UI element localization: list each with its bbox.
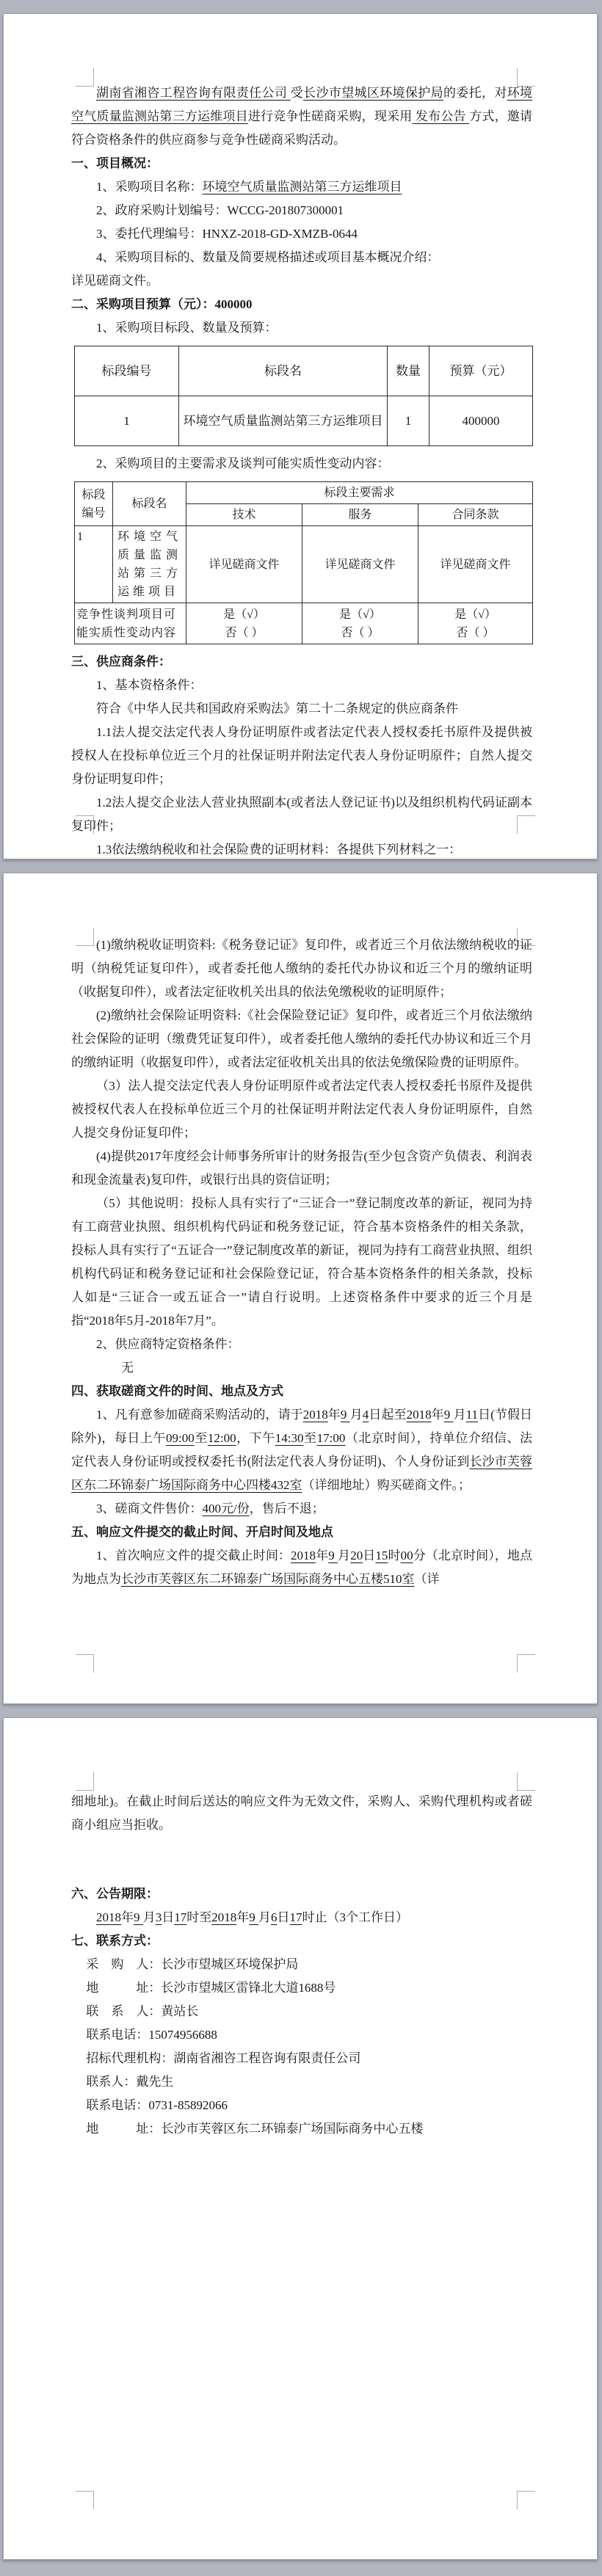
document-page-1 (3, 13, 598, 859)
section-heading: 五、响应文件提交的截止时间、开启时间及地点 (71, 1525, 333, 1539)
paragraph: 2、供应商特定资格条件： (96, 1337, 240, 1351)
paragraph: 4、采购项目标的、数量及简要规格描述或项目基本概况介绍： (96, 250, 440, 264)
section-heading: 四、获取磋商文件的时间、地点及方式 (71, 1384, 283, 1398)
table-cell: 1 (75, 526, 113, 603)
underlined-text: 17 (289, 1910, 302, 1924)
underlined-text: 400元/份 (202, 1502, 250, 1516)
underlined-text: 14:30 (275, 1431, 304, 1445)
underlined-text: 环境空气质量监测站第三方运维项目 (71, 86, 533, 123)
text-boundary-mark (517, 1772, 535, 1791)
paragraph: 湖南省湘咨工程咨询有限责任公司 受长沙市望城区环境保护局的委托，对环境空气质量监测站第三方运维项目进行竞争性磋商采购，现采用 发布公告 方式，邀请符合资格条件的供应商参与竞争性磋商采购活动。 (71, 86, 533, 147)
underlined-text: 湖南省湘咨工程咨询有限责任公司 (96, 86, 291, 100)
table-cell: 详见磋商文件 (302, 526, 418, 603)
spacer (71, 1837, 532, 1882)
column-header: 标段名 (113, 482, 186, 526)
column-header: 标段名 (179, 346, 388, 396)
underlined-text: 6 (271, 1910, 278, 1924)
underlined-text: 11 (465, 1408, 479, 1422)
paragraph: 2018年9 月3日17时至2018年9 月6日17时止（3个工作日） (96, 1910, 408, 1924)
paragraph: 联系电话：0731-85892066 (86, 2098, 228, 2112)
underlined-text: 2018 (211, 1910, 237, 1924)
underlined-text: 发布公告 (412, 109, 470, 123)
underlined-text: 2018 (302, 1408, 328, 1422)
paragraph: 1.3依法缴纳税收和社会保险费的证明材料：各提供下列材料之一： (96, 843, 462, 856)
paragraph: 3、委托代理编号：HNXZ-2018-GD-XMZB-0644 (96, 227, 358, 241)
underlined-text: 15 (375, 1549, 388, 1562)
lot-budget-table (74, 346, 533, 446)
paragraph: （3）法人提交法定代表人身份证明原件或者法定代表人授权委托书原件及提供被授权代表人在投标单位近三个月的社保证明并附法定代表人身份证明原件，自然人提交身份证复印件； (71, 1079, 532, 1140)
underlined-text: 9 (328, 1549, 338, 1562)
underlined-text: 17 (174, 1910, 187, 1924)
text-boundary-mark (76, 1772, 94, 1791)
underlined-text: 9 (134, 1910, 143, 1924)
paragraph: 1、采购项目名称：环境空气质量监测站第三方运维项目 (96, 180, 402, 194)
text-boundary-mark (76, 2491, 94, 2509)
paragraph: 招标代理机构：湖南省湘咨工程咨询有限责任公司 (86, 2051, 361, 2065)
paragraph: 2、采购项目的主要需求及谈判可能实质性变动内容： (96, 456, 390, 470)
underlined-text: 17:00 (316, 1431, 346, 1445)
paragraph: (2)缴纳社会保险证明资料:《社会保险登记证》复印件，或者近三个月依法缴纳社会保险的证明（缴费凭证复印件），或者委托他人缴纳的委托代办协议和近三个月的缴纳证明（收据复印件），或者法定征收机关出具的依法免缴保险费的证明原件。 (71, 1008, 532, 1069)
underlined-text: 00 (400, 1549, 413, 1562)
paragraph: 细地址)。在截止时间后送达的响应文件为无效文件，采购人、采购代理机构或者磋商小组应当拒收。 (71, 1794, 532, 1832)
column-header: 数量 (388, 346, 429, 396)
table-row (75, 396, 533, 446)
table-cell: 1 (75, 396, 179, 446)
paragraph: 采 购 人：长沙市望城区环境保护局 (86, 1957, 299, 1971)
paragraph: 符合《中华人民共和国政府采购法》第二十二条规定的供应商条件 (96, 702, 458, 716)
paragraph: 无 (121, 1361, 134, 1375)
paragraph: 1.1法人提交法定代表人身份证明原件或者法定代表人授权委托书原件及提供被授权人在投标单位近三个月的社保证明并附法定代表人身份证明原件；自然人提交身份证明复印件； (71, 725, 532, 786)
paragraph: 1、采购项目标段、数量及预算： (96, 321, 278, 335)
paragraph: 联 系 人：黄站长 (86, 2004, 199, 2018)
column-header: 标段 编号 (75, 482, 113, 526)
document-page-3 (3, 1717, 598, 2560)
table-cell: 是（√） 否（ ） (302, 603, 418, 644)
underlined-text: 3 (155, 1910, 162, 1924)
table-cell: 是（√） 否（ ） (418, 603, 533, 644)
page-3-content (71, 1790, 532, 2141)
table-row (75, 526, 533, 603)
paragraph: 详见磋商文件。 (71, 274, 159, 288)
paragraph: 联系电话：15074956688 (86, 2028, 217, 2042)
table-cell: 详见磋商文件 (186, 526, 302, 603)
page-2-content (71, 934, 532, 1591)
column-header: 预算（元） (429, 346, 533, 396)
underlined-text: 9 (249, 1910, 258, 1924)
column-header-group: 标段主要需求 (186, 482, 533, 504)
section-heading: 一、项目概况： (71, 156, 159, 170)
text-boundary-mark (76, 1654, 94, 1673)
paragraph: 1.2法人提交企业法人营业执照副本(或者法人登记证书)以及组织机构代码证副本复印件； (71, 796, 532, 833)
underlined-text: 2018 (406, 1408, 432, 1422)
underlined-text: 12:00 (207, 1431, 236, 1445)
paragraph: 1、首次响应文件的提交截止时间：2018年9 月20日15时00分（北京时间），地点为地点为长沙市芙蓉区东二环锦泰广场国际商务中心五楼510室（详 (71, 1549, 533, 1586)
column-header: 服务 (302, 504, 418, 526)
underlined-text: 长沙市望城区环境保护局 (303, 86, 443, 100)
column-header: 技术 (186, 504, 302, 526)
section-heading: 二、采购项目预算（元）：400000 (71, 297, 253, 311)
table-cell: 环境空气质量监测站第三方运维项目 (179, 396, 388, 446)
text-boundary-mark (517, 1654, 535, 1673)
underlined-text: 环境空气质量监测站第三方运维项目 (202, 180, 402, 194)
underlined-text: 4 (362, 1408, 369, 1422)
paragraph: (1)缴纳税收证明资料:《税务登记证》复印件，或者近三个月依法缴纳税收的证明（纳税凭证复印件），或者委托他人缴纳的委托代办协议和近三个月的缴纳证明（收据复印件），或者法定征收机关出具的依法免缴税收的证明原件； (71, 938, 532, 999)
paragraph: 1、基本资格条件： (96, 678, 203, 692)
lot-requirements-table (74, 481, 533, 644)
table-row (75, 603, 533, 644)
underlined-text: 20 (350, 1549, 363, 1562)
underlined-text: 9 (340, 1408, 350, 1422)
paragraph: 3、磋商文件售价：400元/份，售后不退； (96, 1502, 324, 1516)
underlined-text: 9 (443, 1408, 454, 1422)
table-cell: 1 (388, 396, 429, 446)
paragraph: 地 址：长沙市芙蓉区东二环锦泰广场国际商务中心五楼 (86, 2122, 424, 2136)
section-heading: 七、联系方式： (71, 1934, 159, 1948)
underlined-text: 2018 (291, 1549, 316, 1562)
paragraph: （5）其他说明：投标人具有实行了“三证合一”登记制度改革的新证，视同为持有工商营业执照、组织机构代码证和税务登记证，符合基本资格条件的相关条款，投标人具有实行了“五证合一”登记制度改革的新证，视同为持有工商营业执照、组织机构代码证和税务登记证和社会保险登记证，符合基本资格条件的相关条款，投标人如是“三证合一或五证合一”请自行说明。上述资格条件中要求的近三个月是指“2018年5月-2018年7月”。 (71, 1196, 532, 1328)
section-heading: 三、供应商条件： (71, 655, 171, 669)
text-boundary-mark (517, 2491, 535, 2509)
table-cell: 环境空气质量监测站第三方运维项目 (113, 526, 186, 603)
paragraph: 2、政府采购计划编号：WCCG-201807300001 (96, 203, 344, 217)
section-heading: 六、公告期限： (71, 1887, 159, 1901)
underlined-text: 长沙市芙蓉区东二环锦泰广场国际商务中心四楼432室 (71, 1455, 533, 1492)
paragraph: 1、凡有意参加磋商采购活动的，请于2018年9 月4日起至2018年9 月11日(节假日除外)，每日上午09:00至12:00，下午14:30至17:00（北京时间），持单位介绍信、法定代表人身份证明或授权委托书(附法定代表人身份证明)、个人身份证到长沙市芙蓉区东二环锦泰广场国际商务中心四楼432室（详细地址）购买磋商文件。； (71, 1408, 533, 1492)
paragraph: (4)提供2017年度经会计师事务所审计的财务报告(至少包含资产负债表、利润表和现金流量表)复印件，或银行出具的资信证明； (71, 1149, 532, 1187)
paragraph: 联系人：戴先生 (86, 2075, 174, 2089)
column-header: 合同条款 (418, 504, 533, 526)
underlined-text: 2018 (96, 1910, 121, 1924)
underlined-text: 09:00 (166, 1431, 195, 1445)
paragraph: 地 址：长沙市望城区雷锋北大道1688号 (86, 1981, 336, 1995)
table-cell: 详见磋商文件 (418, 526, 533, 603)
page-1-content (71, 81, 532, 859)
table-cell: 400000 (429, 396, 533, 446)
table-cell: 竞争性谈判项目可能实质性变动内容 (75, 603, 186, 644)
table-cell: 是（√） 否（ ） (186, 603, 302, 644)
document-page-2 (3, 873, 598, 1704)
underlined-text: 长沙市芙蓉区东二环锦泰广场国际商务中心五楼510室 (121, 1572, 415, 1586)
column-header: 标段编号 (75, 346, 179, 396)
